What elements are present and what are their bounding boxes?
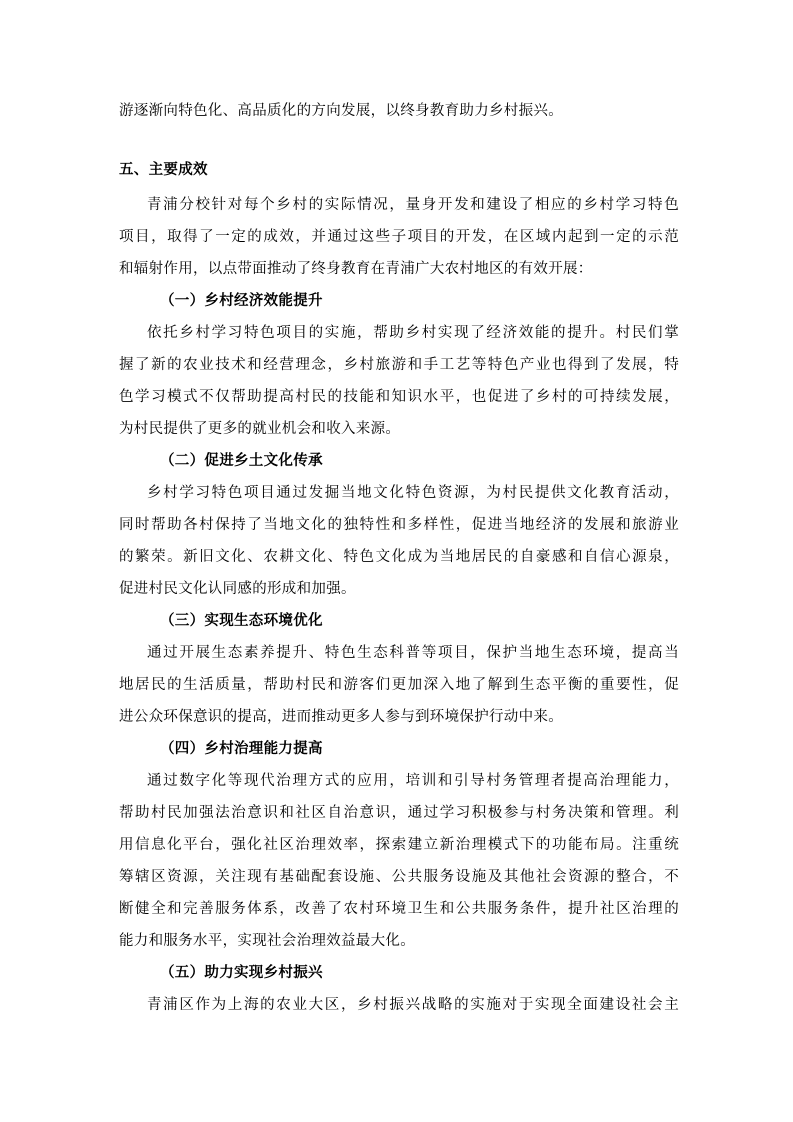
paragraph-line: 握了新的农业技术和经营理念，乡村旅游和手工艺等特色产业也得到了发展，特 bbox=[119, 357, 679, 373]
paragraph-line: 能力和服务水平，实现社会治理效益最大化。 bbox=[119, 933, 415, 949]
paragraph-line: 项目，取得了一定的成效，并通过这些子项目的开发，在区域内起到一定的示范 bbox=[119, 229, 679, 245]
paragraph-line: 游逐渐向特色化、高品质化的方向发展，以终身教育助力乡村振兴。 bbox=[119, 103, 563, 119]
paragraph-line: 通过开展生态素养提升、特色生态科普等项目，保护当地生态环境，提高当 bbox=[147, 645, 679, 661]
paragraph-line: 的繁荣。新旧文化、农耕文化、特色文化成为当地居民的自豪感和自信心源泉， bbox=[119, 549, 679, 565]
paragraph-line: 帮助村民加强法治意识和社区自治意识，通过学习积极参与村务决策和管理。利 bbox=[119, 805, 679, 821]
paragraph-line: 和辐射作用，以点带面推动了终身教育在青浦广大农村地区的有效开展： bbox=[119, 261, 593, 277]
paragraph-line: 地居民的生活质量，帮助村民和游客们更加深入地了解到生态平衡的重要性，促 bbox=[119, 677, 679, 693]
subsection-heading: （四）乡村治理能力提高 bbox=[160, 740, 323, 757]
section-heading: 五、主要成效 bbox=[119, 161, 208, 178]
paragraph-line: 青浦区作为上海的农业大区，乡村振兴战略的实施对于实现全面建设社会主 bbox=[147, 997, 679, 1013]
subsection-heading: （二）促进乡土文化传承 bbox=[160, 452, 323, 469]
subsection-heading: （三）实现生态环境优化 bbox=[160, 612, 323, 629]
paragraph-line: 乡村学习特色项目通过发掘当地文化特色资源，为村民提供文化教育活动， bbox=[147, 485, 679, 501]
paragraph-line: 通过数字化等现代治理方式的应用，培训和引导村务管理者提高治理能力， bbox=[147, 773, 679, 789]
paragraph-line: 为村民提供了更多的就业机会和收入来源。 bbox=[119, 421, 401, 437]
paragraph-line: 筹辖区资源，关注现有基础配套设施、公共服务设施及其他社会资源的整合，不 bbox=[119, 869, 679, 885]
paragraph-line: 色学习模式不仅帮助提高村民的技能和知识水平，也促进了乡村的可持续发展， bbox=[119, 389, 679, 405]
paragraph-line: 依托乡村学习特色项目的实施，帮助乡村实现了经济效能的提升。村民们掌 bbox=[147, 325, 679, 341]
paragraph-line: 同时帮助各村保持了当地文化的独特性和多样性，促进当地经济的发展和旅游业 bbox=[119, 517, 679, 533]
subsection-heading: （五）助力实现乡村振兴 bbox=[160, 964, 323, 981]
paragraph-line: 青浦分校针对每个乡村的实际情况，量身开发和建设了相应的乡村学习特色 bbox=[147, 197, 679, 213]
paragraph-line: 促进村民文化认同感的形成和加强。 bbox=[119, 581, 356, 597]
paragraph-line: 断健全和完善服务体系，改善了农村环境卫生和公共服务条件，提升社区治理的 bbox=[119, 901, 679, 917]
paragraph-line: 进公众环保意识的提高，进而推动更多人参与到环境保护行动中来。 bbox=[119, 709, 563, 725]
paragraph-line: 用信息化平台，强化社区治理效率，探索建立新治理模式下的功能布局。注重统 bbox=[119, 837, 679, 853]
subsection-heading: （一）乡村经济效能提升 bbox=[160, 292, 323, 309]
